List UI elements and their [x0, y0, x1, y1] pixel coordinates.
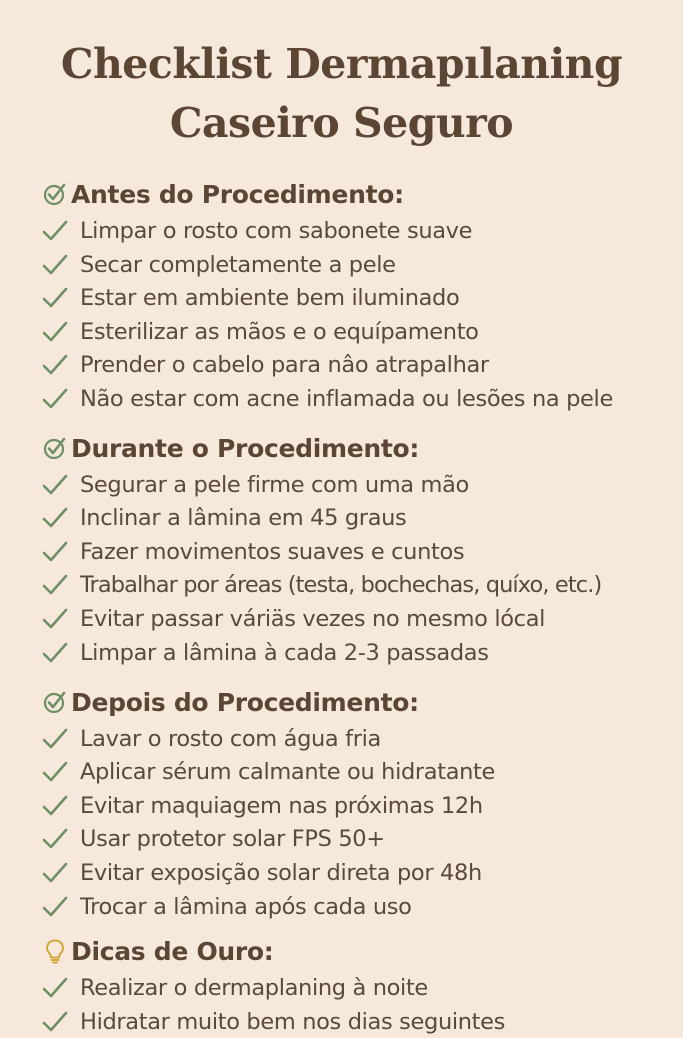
checkmark-icon — [42, 861, 68, 885]
list-item — [42, 248, 396, 281]
list-item — [42, 971, 428, 1004]
checkmark-icon — [42, 473, 68, 497]
list-item-text: Prender o cabelo para nâo atrapalhar — [80, 351, 489, 378]
list-item — [42, 822, 385, 855]
section-heading-antes — [42, 177, 404, 211]
checkmark-icon — [42, 286, 68, 310]
checkmark-icon — [42, 827, 68, 851]
checkmark-icon — [42, 253, 68, 277]
page-title-line-1: Checklist Dermapılaning — [60, 40, 623, 88]
section-heading-dicas — [42, 934, 274, 968]
section-heading-label: Durante o Procedimento: — [71, 433, 420, 463]
checkmark-icon — [42, 540, 68, 564]
list-item — [42, 348, 489, 381]
list-item-text: Aplicar sérum calmante ou hidratante — [80, 758, 496, 785]
list-item — [42, 281, 459, 314]
checkmark-icon — [42, 727, 68, 751]
list-item-text: Estar em ambiente bem iluminado — [80, 284, 460, 311]
checkmark-icon — [42, 573, 68, 597]
checkmark-icon — [42, 353, 68, 377]
check-circle-icon — [42, 435, 68, 461]
list-item — [42, 382, 613, 415]
list-item — [42, 468, 469, 501]
checkmark-icon — [42, 895, 68, 919]
list-item-text: Limpar o rosto com sabonete suave — [80, 217, 473, 244]
list-item — [42, 214, 472, 247]
check-circle-icon — [42, 689, 68, 715]
list-item — [42, 535, 464, 568]
checkmark-icon — [42, 607, 68, 631]
section-heading-label: Dicas de Ouro: — [71, 936, 274, 966]
checkmark-icon — [42, 794, 68, 818]
list-item — [42, 501, 406, 534]
list-item-text: Limpar a lâmina à cada 2-3 passadas — [80, 639, 489, 666]
list-item — [42, 636, 489, 669]
checkmark-icon — [42, 1010, 68, 1034]
list-item-text: Usar protetor solar FPS 50+ — [80, 825, 385, 852]
checkmark-icon — [42, 387, 68, 411]
list-item — [42, 722, 381, 755]
list-item-text: Evitar maquiagem nas próximas 12h — [80, 792, 483, 819]
list-item-text: Esterilizar as mãos e o equípamento — [80, 318, 479, 345]
check-circle-icon — [42, 181, 68, 207]
checkmark-icon — [42, 219, 68, 243]
list-item-text: Secar completamente a pele — [80, 251, 396, 278]
page-title-line-2: Caseiro Seguro — [169, 99, 514, 147]
list-item-text: Trabalhar por áreas (testa, bochechas, quíxo, etc.) — [80, 571, 602, 598]
list-item — [42, 1005, 505, 1038]
checkmark-icon — [42, 760, 68, 784]
section-heading-label: Antes do Procedimento: — [71, 179, 404, 209]
list-item-text: Trocar a lâmina após cada uso — [80, 893, 412, 920]
lightbulb-icon — [42, 938, 68, 964]
list-item — [42, 568, 601, 601]
list-item-text: Inclinar a lâmina em 45 graus — [80, 504, 407, 531]
list-item-text: Hidratar muito bem nos dias seguintes — [80, 1008, 506, 1035]
list-item-text: Evitar passar váriäs vezes no mesmo lócal — [80, 605, 546, 632]
section-heading-depois — [42, 685, 419, 719]
list-item-text: Realizar o dermaplaning à noite — [80, 974, 428, 1001]
list-item — [42, 856, 482, 889]
checkmark-icon — [42, 976, 68, 1000]
list-item — [42, 755, 495, 788]
section-heading-label: Depois do Procedimento: — [71, 687, 419, 717]
list-item — [42, 315, 479, 348]
list-item-text: Evitar exposição solar direta por 48h — [80, 859, 482, 886]
list-item — [42, 602, 545, 635]
list-item — [42, 789, 483, 822]
checkmark-icon — [42, 506, 68, 530]
list-item-text: Lavar o rosto com água fria — [80, 725, 381, 752]
list-item — [42, 890, 412, 923]
list-item-text: Segurar a pele firme com uma mão — [80, 471, 469, 498]
list-item-text: Fazer movimentos suaves e cuntos — [80, 538, 465, 565]
checkmark-icon — [42, 320, 68, 344]
section-heading-durante — [42, 431, 419, 465]
checkmark-icon — [42, 641, 68, 665]
list-item-text: Não estar com acne inflamada ou lesões na pele — [80, 385, 613, 412]
